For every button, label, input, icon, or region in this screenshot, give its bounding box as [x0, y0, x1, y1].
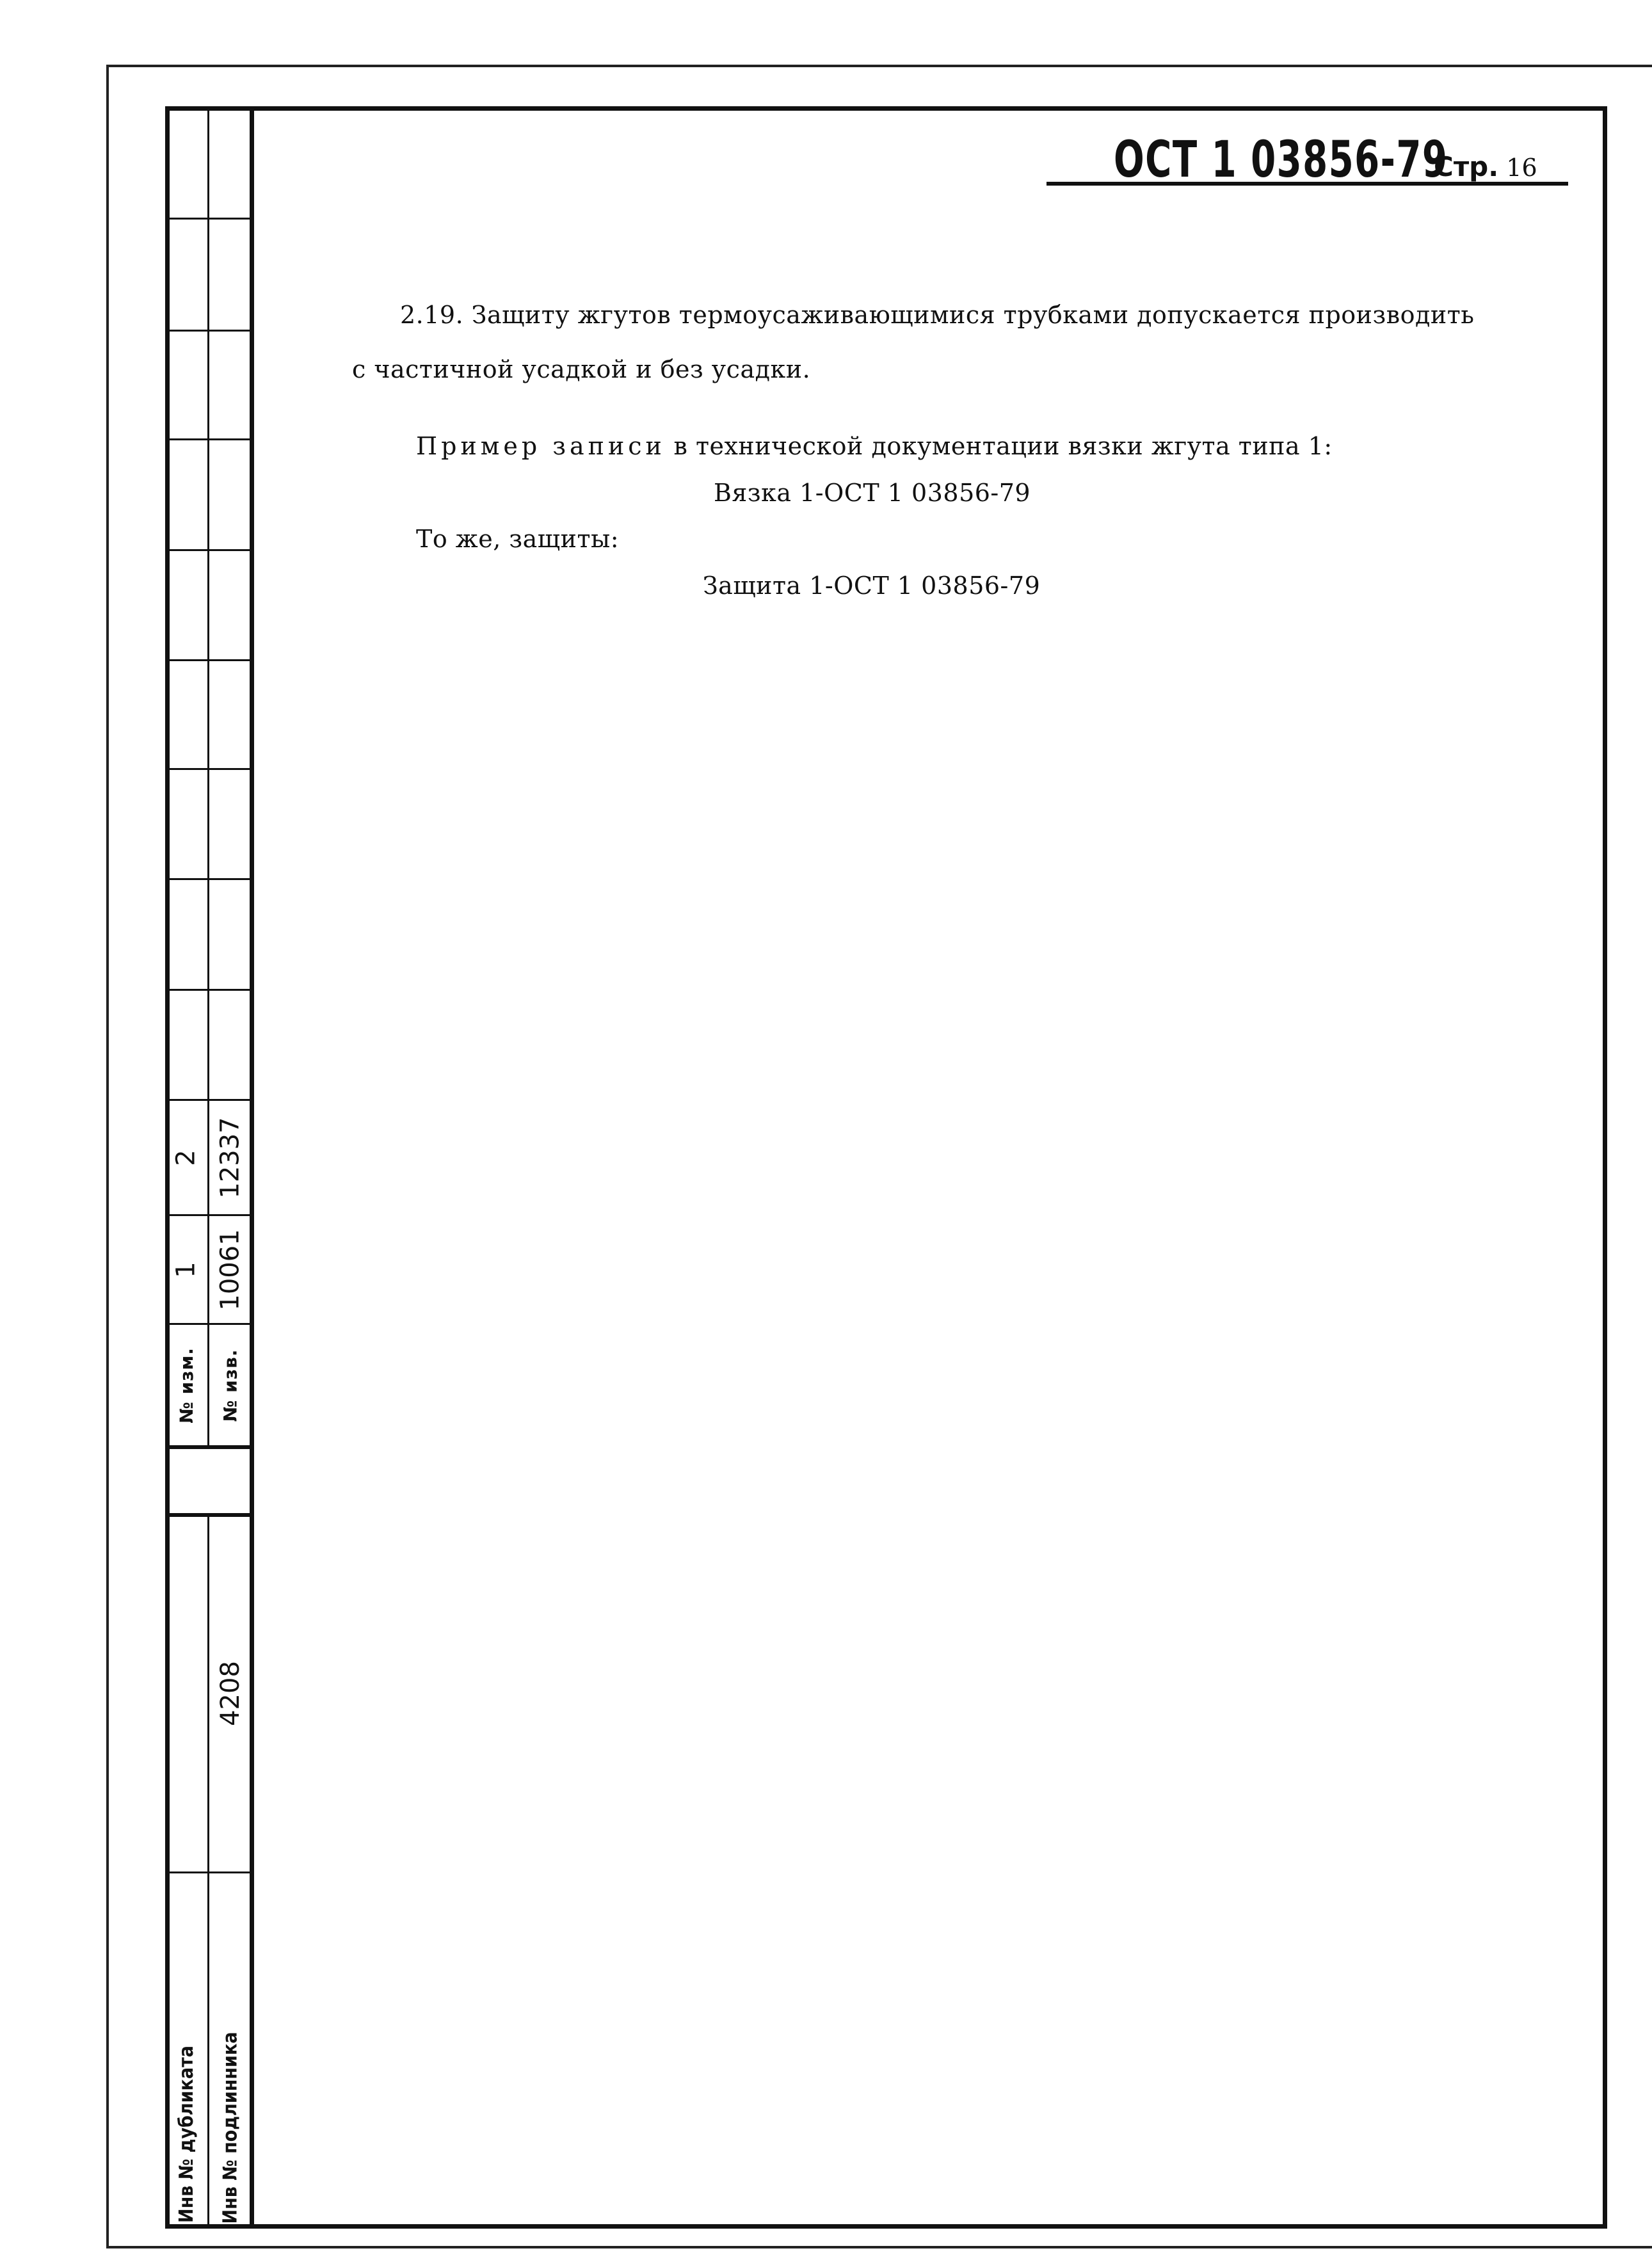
page-indicator — [1434, 151, 1537, 182]
change-cell-1 — [165, 1216, 207, 1323]
notice-number-2: 12337 — [216, 1116, 245, 1199]
page-number: 16 — [1506, 154, 1537, 182]
original-inventory-number: 4208 — [216, 1660, 246, 1726]
original-inventory-label: Инв № подлинника — [219, 2032, 242, 2224]
sheet-edge-bottom — [106, 2246, 1652, 2248]
sheet-edge-top — [108, 65, 1652, 67]
notice-label-cell — [209, 1325, 252, 1445]
duplicate-label-cell — [165, 1873, 207, 2229]
original-label-cell — [209, 1873, 252, 2229]
notice-cell-2 — [209, 1101, 252, 1214]
duplicate-inventory-label: Инв № дубликата — [175, 2046, 198, 2223]
margin-row-line — [165, 989, 254, 991]
same-protection-line: То же, защиты: — [416, 525, 620, 553]
clause-2-19-line-1: 2.19. Защиту жгутов термоусаживающимися трубками допускается производить — [400, 301, 1475, 329]
original-number-cell — [209, 1515, 252, 1871]
margin-row-line — [165, 549, 254, 551]
change-no-label: № изм. — [175, 1347, 197, 1423]
page-label: Стр. — [1434, 151, 1499, 182]
example-intro-spaced: Пример записи — [416, 432, 666, 460]
change-cell-2 — [165, 1101, 207, 1214]
margin-row-line — [165, 878, 254, 880]
notice-number-1: 10061 — [216, 1228, 245, 1311]
change-label-cell — [165, 1325, 207, 1445]
example-designation-2: Защита 1-ОСТ 1 03856-79 — [703, 572, 1041, 600]
example-intro-rest: в технической документации вязки жгута типа 1: — [665, 432, 1333, 460]
margin-row-line — [165, 330, 254, 332]
notice-no-label: № изв. — [220, 1349, 241, 1422]
clause-2-19-line-2: с частичной усадкой и без усадки. — [352, 355, 811, 383]
example-intro — [416, 432, 1333, 460]
standard-code: ОСТ 1 03856-79 — [1114, 131, 1448, 189]
margin-row-line — [165, 438, 254, 440]
header-rule — [1047, 182, 1568, 186]
margin-row-line — [165, 218, 254, 220]
change-number-2: 2 — [171, 1149, 201, 1166]
example-designation-1: Вязка 1-ОСТ 1 03856-79 — [714, 479, 1031, 507]
margin-row-line — [165, 659, 254, 661]
page-header — [1114, 125, 1587, 189]
change-number-1: 1 — [171, 1261, 201, 1278]
page-frame — [165, 106, 1607, 2229]
margin-row-line — [165, 768, 254, 770]
notice-cell-1 — [209, 1216, 252, 1323]
margin-row-line — [165, 1445, 254, 1449]
sheet-edge-left — [106, 65, 109, 2247]
